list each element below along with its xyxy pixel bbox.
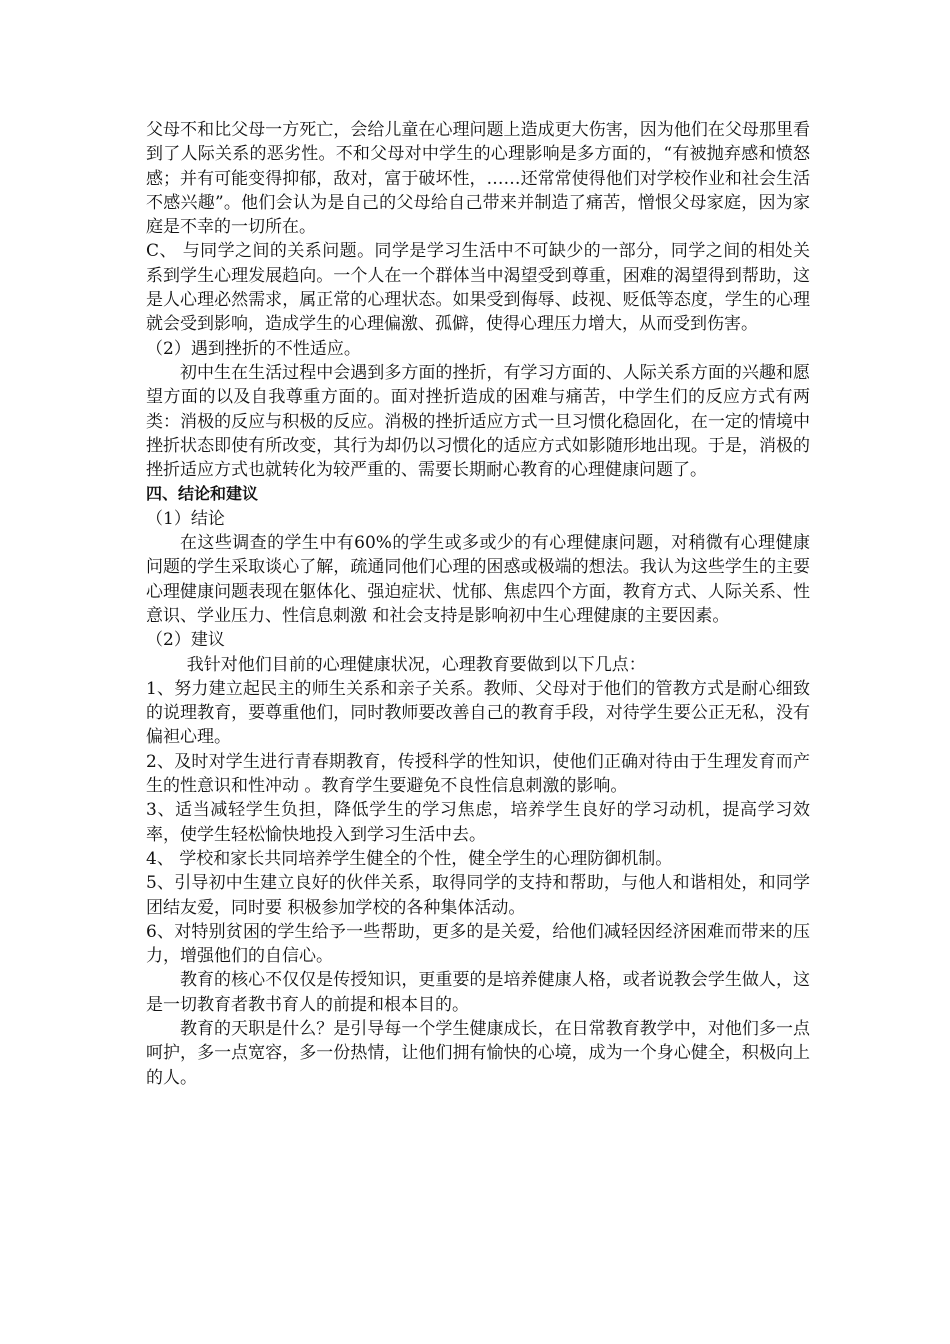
suggestion-item-4: 4、 学校和家长共同培养学生健全的个性，健全学生的心理防御机制。: [146, 848, 673, 869]
suggestion-item-6: 6、对特别贫困的学生给予一些帮助，更多的是关爱，给他们减轻因经济困难而带来的压力，增强他们的自信心。: [146, 921, 810, 967]
paragraph-conclusion: 在这些调查的学生中有60%的学生或多或少的有心理健康问题，对稍微有心理健康问题的学生采取谈心了解，疏通同他们心理的困惑或极端的想法。我认为这些学生的主要心理健康问题表现在躯体化、强迫症状、忧郁、焦虑四个方面，教育方式、人际关系、性意识、学业压力、性信息刺激 和社会支持是影响初中生心理健康的主要因素。: [146, 533, 810, 626]
document-page: [146, 118, 810, 1090]
suggestion-item-3: 3、适当减轻学生负担，降低学生的学习焦虑，培养学生良好的学习动机，提高学习效率，使学生轻松愉快地投入到学习生活中去。: [146, 800, 810, 845]
suggestion-item-5: 5、引导初中生建立良好的伙伴关系，取得同学的支持和帮助，与他人和谐相处，和同学团结友爱，同时要 积极参加学校的各种集体活动。: [146, 873, 810, 918]
subheading-suggestions: （2）建议: [146, 630, 225, 651]
paragraph-education-core: 教育的核心不仅仅是传授知识，更重要的是培养健康人格，或者说教会学生做人，这是一切教育者教书育人的前提和根本目的。: [146, 970, 810, 1015]
paragraph-classmate-relations: C、 与同学之间的关系问题。同学是学习生活中不可缺少的一部分，同学之间的相处关系到学生心理发展趋向。一个人在一个群体当中渴望受到尊重，困难的渴望得到帮助，这是人心理必然需求，属正常的心理状态。如果受到侮辱、歧视、贬低等态度，学生的心理就会受到影响，造成学生的心理偏激、孤僻，使得心理压力增大，从而受到伤害。: [146, 241, 810, 335]
section-heading-conclusions: 四、结论和建议: [146, 484, 259, 504]
paragraph-suggestions-intro: 我针对他们目前的心理健康状况，心理教育要做到以下几点：: [186, 654, 646, 675]
paragraph-parents-conflict: 父母不和比父母一方死亡，会给儿童在心理问题上造成更大伤害，因为他们在父母那里看到了人际关系的恶劣性。不和父母对中学生的心理影响是多方面的，“有被抛弃感和愤怒感；并有可能变得抑郁，敌对，富于破坏性，……还常常使得他们对学校作业和社会生活不感兴趣”。他们会认为是自己的父母给自己带来并制造了痛苦，憎恨父母家庭，因为家庭是不幸的一切所在。: [146, 120, 810, 238]
subheading-frustration: （2）遇到挫折的不性适应。: [146, 338, 361, 359]
suggestion-item-1: 1、努力建立起民主的师生关系和亲子关系。教师、父母对于他们的管教方式是耐心细致的说理教育，要尊重他们，同时教师要改善自己的教育手段，对待学生要公正无私，没有偏袒心理。: [146, 678, 810, 748]
subheading-conclusion: （1）结论: [146, 508, 225, 529]
paragraph-education-mission: 教育的天职是什么？是引导每一个学生健康成长，在日常教育教学中，对他们多一点呵护，多一点宽容，多一份热情，让他们拥有愉快的心境，成为一个身心健全，积极向上的人。: [146, 1018, 810, 1088]
suggestion-item-2: 2、及时对学生进行青春期教育，传授科学的性知识，使他们正确对待由于生理发育而产生的性意识和性冲动 。教育学生要避免不良性信息刺激的影响。: [146, 751, 810, 797]
paragraph-frustration: 初中生在生活过程中会遇到多方面的挫折，有学习方面的、人际关系方面的兴趣和愿望方面的以及自我尊重方面的。面对挫折造成的困难与痛苦，中学生们的反应方式有两类：消极的反应与积极的反应。消极的挫折适应方式一旦习惯化稳固化，在一定的情境中挫折状态即使有所改变，其行为却仍以习惯化的适应方式如影随形地出现。于是，消极的挫折适应方式也就转化为较严重的、需要长期耐心教育的心理健康问题了。: [146, 362, 810, 481]
